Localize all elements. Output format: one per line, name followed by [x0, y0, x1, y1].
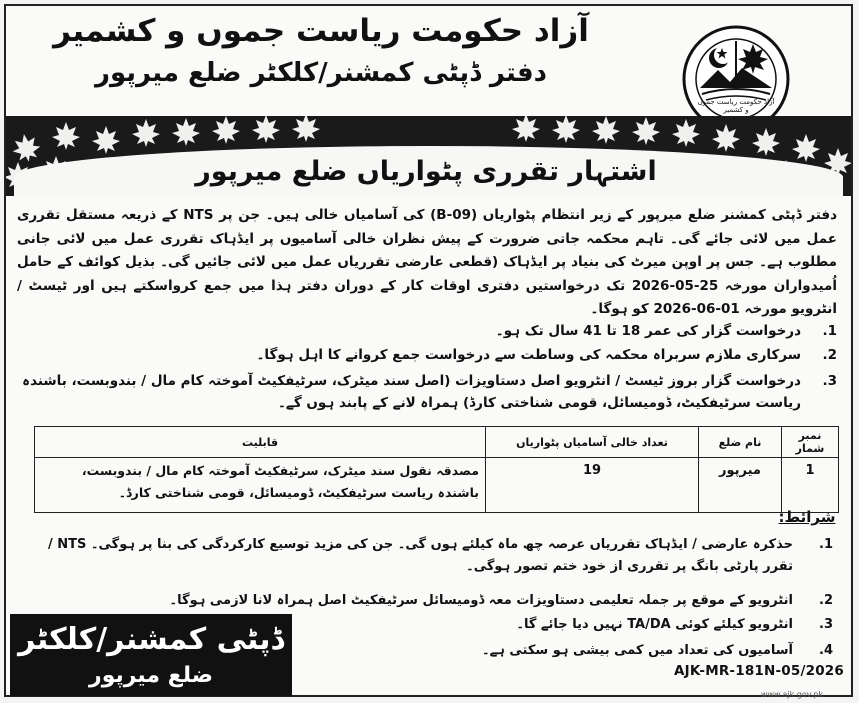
cell-district: میرپور: [699, 458, 782, 513]
website-watermark: www.ajk.gov.pk: [761, 690, 824, 699]
cell-qualification: مصدقہ نقول سند میٹرک، سرٹیفکیٹ آموختہ کام مال / بندوبست، باشندہ ریاست سرٹیفکیٹ، ڈومیسائل، قومی شناختی کارڈ۔: [35, 458, 486, 513]
seal-caption: آزاد حکومت ریاست جموں و کشمیر: [697, 98, 775, 114]
requirement-text: درخواست گزار کی عمر 18 تا 41 سال تک ہو۔: [495, 323, 801, 339]
header-posts: تعداد خالی آسامیاں پٹواریاں: [486, 427, 699, 458]
condition-text: انٹرویو کے موقع پر جملہ تعلیمی دستاویزات معہ ڈومیسائل سرٹیفکیٹ اصل ہمراہ لانا لازمی ہوگا۔: [169, 593, 793, 608]
requirement-text: سرکاری ملازم سربراہ محکمہ کی وساطت سے درخواست جمع کروانے کا اہل ہوگا۔: [256, 347, 801, 363]
signature-block: [10, 614, 292, 696]
signatory-district: ضلع میرپور: [89, 663, 213, 688]
condition-number: 2.: [819, 593, 833, 608]
posts-table: [34, 426, 839, 513]
requirement-number: 1.: [822, 323, 837, 339]
table-row: [35, 458, 839, 513]
signatory-title: ڈپٹی کمشنر/کلکٹر: [18, 622, 284, 657]
requirement-text: درخواست گزار بروز ٹیسٹ / انٹرویو اصل دستاویزات (اصل سند میٹرک، سرٹیفکیٹ آموختہ کام مال / بندوبست، باشندہ ریاست سرٹیفکیٹ، ڈومیسائل، قومی شناختی کارڈ) ہمراہ لانے کے پابند ہوں گے۔: [22, 373, 801, 411]
header-qualification: قابلیت: [35, 427, 486, 458]
requirement-number: 3.: [822, 373, 837, 389]
cell-serial: 1: [782, 458, 839, 513]
requirement-item: [17, 320, 837, 342]
advertisement-page: [4, 4, 853, 697]
cell-posts: 19: [486, 458, 699, 513]
requirement-item: [17, 344, 837, 366]
requirement-item: [17, 370, 837, 414]
ad-title: اشتہار تقرری پٹواریاں ضلع میرپور: [195, 156, 657, 187]
condition-number: 1.: [819, 537, 833, 552]
condition-item: [33, 590, 833, 612]
requirement-number: 2.: [822, 347, 837, 363]
condition-text: انٹرویو کیلئے کوئی TA/DA نہیں دیا جائے گا۔: [516, 617, 793, 632]
header-serial: نمبر شمار: [782, 427, 839, 458]
reference-number: AJK-MR-181N-05/2026: [674, 663, 844, 679]
office-title: دفتر ڈپٹی کمشنر/کلکٹر ضلع میرپور: [95, 58, 547, 88]
condition-number: 3.: [819, 617, 833, 632]
header-district: نام ضلع: [699, 427, 782, 458]
condition-item: [33, 534, 833, 578]
government-title: آزاد حکومت ریاست جموں و کشمیر: [53, 13, 589, 49]
condition-text: آسامیوں کی تعداد میں کمی بیشی ہو سکتی ہے۔: [482, 643, 793, 658]
intro-paragraph: دفتر ڈپٹی کمشنر ضلع میرپور کے زیر انتظام پٹواریاں (B-09) کی آسامیاں خالی ہیں۔ جن پر NTS کے ذریعہ مستقل تقرری عمل میں لائی جائے گی۔ تاہم محکمہ جاتی ضرورت کے پیش نظران خالی آسامیوں پر ایڈہاک تقرری عمل میں لائی جانی مطلوب ہے۔ جس پر اوپن میرٹ کی بنیاد پر ایڈہاک (قطعی عارضی تقرریاں عمل میں لائی جائیں گی۔ بذیل کوائف کے حامل اُمیدواران مورخہ 25-05-2026 تک درخواستیں دفتری اوقات کار کے دوران دفتر ہذا میں جمع کرواسکتے ہیں اور ٹیسٹ / انٹرویو مورخہ 01-06-2026 کو ہوگا۔: [17, 207, 837, 317]
conditions-heading: شرائط:: [778, 508, 836, 526]
condition-text: حذکرہ عارضی / ایڈہاک تقرریاں عرصہ چھ ماہ کیلئے ہوں گی۔ جن کی مزید توسیع کارکردگی کی بنا پر ہوگی۔ NTS / تقرر پارٹی بانگ پر تقرری از خود ختم تصور ہوگی۔: [47, 537, 793, 574]
condition-number: 4.: [819, 643, 833, 658]
table-header-row: [35, 427, 839, 458]
